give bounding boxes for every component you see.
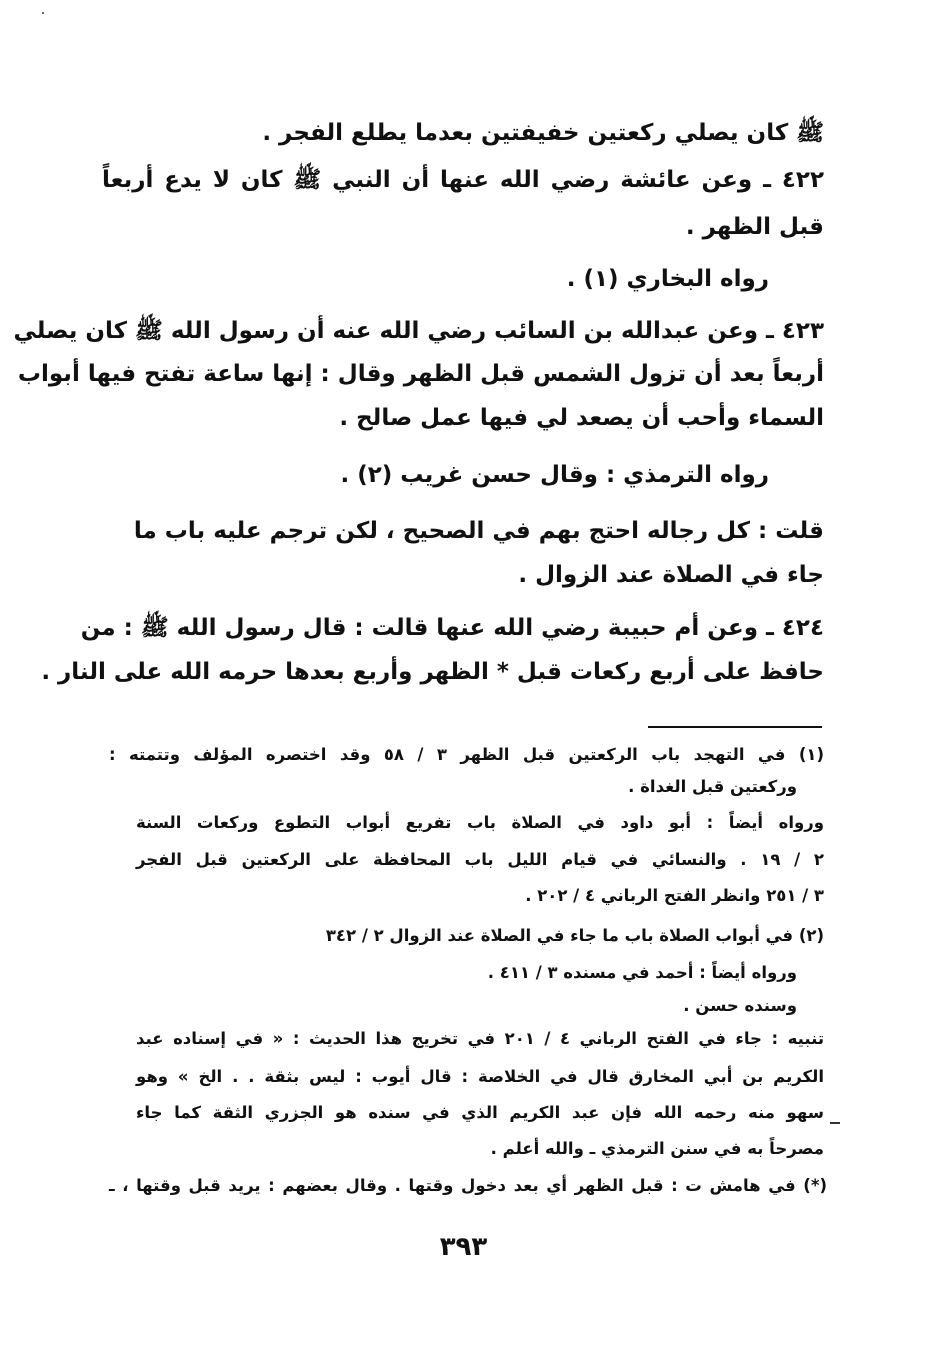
- footnote-1-line: (١) في التهجد باب الركعتين قبل الظهر ٣ / ٥٨ وقد اختصره المؤلف وتتمته :: [109, 745, 824, 764]
- footnote-line: ورواه أيضاً : أحمد في مسنده ٣ / ٤١١ .: [487, 963, 797, 982]
- footnote-separator: [648, 726, 822, 728]
- text-line: السماء وأحب أن يصعد لي فيها عمل صالح .: [339, 405, 824, 431]
- footnote-line: وسنده حسن .: [683, 996, 797, 1015]
- footnote-line: مصرحاً به في سنن الترمذي ـ والله أعلم .: [490, 1139, 824, 1158]
- page-number: ٣٩٣: [439, 1232, 488, 1262]
- footnote-line: ورواه أيضاً : أبو داود في الصلاة باب تفريع أبواب التطوع وركعات السنة: [136, 813, 824, 832]
- text-line: قبل الظهر .: [685, 214, 824, 240]
- commentary-line: قلت : كل رجاله احتج بهم في الصحيح ، لكن ترجم عليه باب ما: [133, 518, 824, 544]
- text-line: جاء في الصلاة عند الزوال .: [518, 562, 824, 588]
- hadith-422-line: ٤٢٢ ـ وعن عائشة رضي الله عنها أن النبي ﷺ كان لا يدع أربعاً: [102, 167, 824, 193]
- source-line: رواه البخاري (١) .: [566, 266, 769, 292]
- scan-speck: [42, 12, 44, 14]
- footnote-line: سهو منه رحمه الله فإن عبد الكريم الذي في سنده هو الجزري الثقة كما جاء: [136, 1103, 824, 1122]
- footnote-line: ٢ / ١٩ . والنسائي في قيام الليل باب المحافظة على الركعتين قبل الفجر: [136, 850, 824, 869]
- footnote-line: الكريم بن أبي المخارق قال في الخلاصة : قال أيوب : ليس بثقة . . الخ » وهو: [136, 1067, 824, 1086]
- footnote-line: ٣ / ٢٥١ وانظر الفتح الرباني ٤ / ٢٠٢ .: [525, 886, 824, 905]
- footnote-star-line: (*) في هامش ت : قبل الظهر أي بعد دخول وقتها . وقال بعضهم : يريد قبل وقتها ، ـ: [109, 1176, 827, 1195]
- margin-mark: [830, 1122, 840, 1124]
- hadith-423-line: ٤٢٣ ـ وعن عبدالله بن السائب رضي الله عنه أن رسول الله ﷺ كان يصلي: [13, 318, 824, 344]
- source-line: رواه الترمذي : وقال حسن غريب (٢) .: [340, 462, 769, 488]
- text-line: ﷺ كان يصلي ركعتين خفيفتين بعدما يطلع الفجر .: [262, 120, 824, 146]
- text-line: أربعاً بعد أن تزول الشمس قبل الظهر وقال : إنها ساعة تفتح فيها أبواب: [17, 361, 824, 387]
- hadith-424-line: ٤٢٤ ـ وعن أم حبيبة رضي الله عنها قالت : قال رسول الله ﷺ : من: [80, 615, 824, 641]
- footnote-2-line: (٢) في أبواب الصلاة باب ما جاء في الصلاة عند الزوال ٢ / ٣٤٢: [325, 926, 824, 945]
- footnote-line: وركعتين قبل الغداة .: [628, 777, 797, 796]
- text-line: حافظ على أربع ركعات قبل * الظهر وأربع بعدها حرمه الله على النار .: [41, 659, 824, 685]
- footnote-line: تنبيه : جاء في الفتح الرباني ٤ / ٢٠١ في تخريج هذا الحديث : « في إسناده عبد: [136, 1029, 825, 1048]
